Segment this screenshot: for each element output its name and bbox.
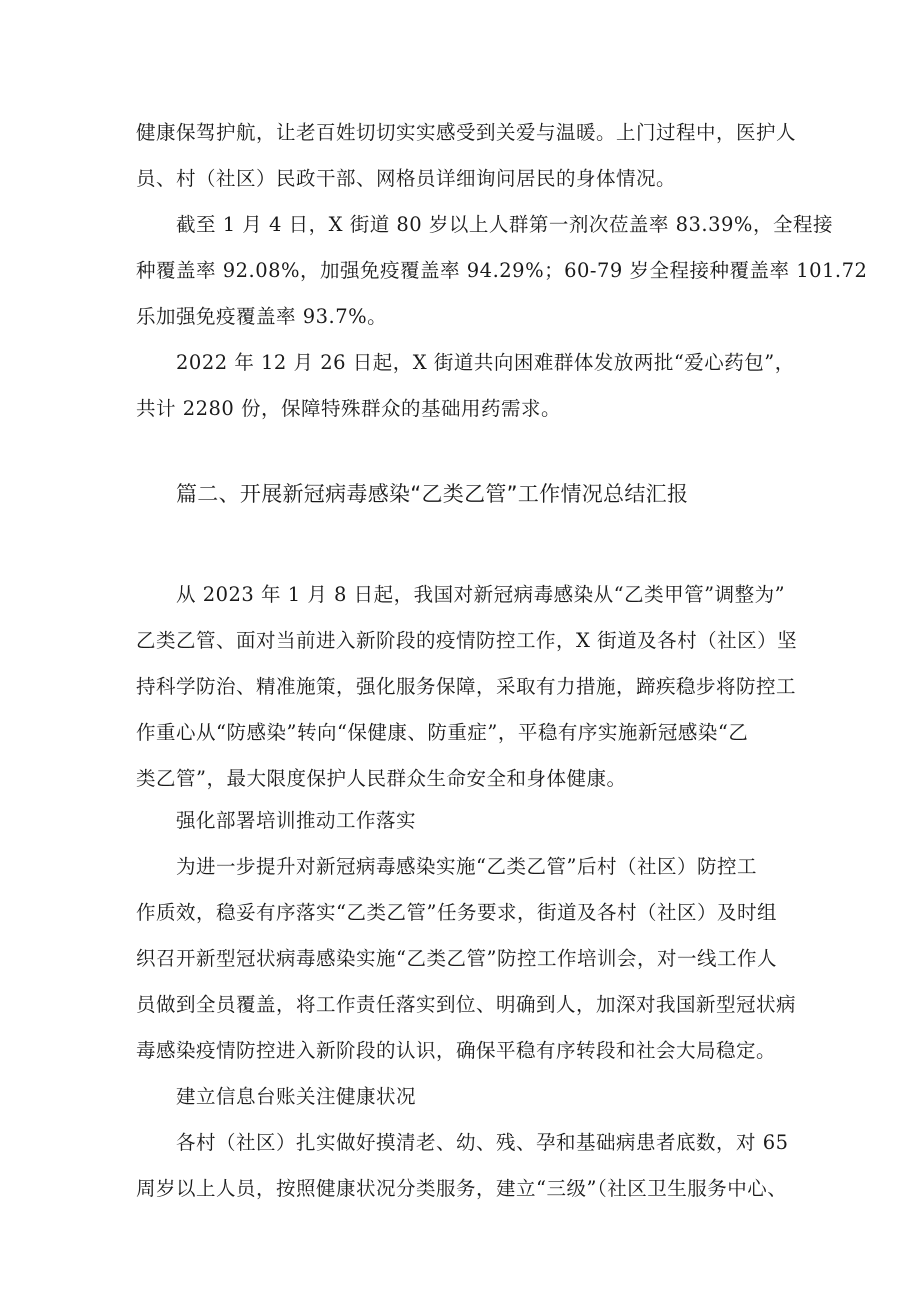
text-line: 乙类乙管、面对当前进入新阶段的疫情防控工作，X 街道及各村（社区）坚 bbox=[136, 629, 798, 652]
text-line: 种覆盖率 92.08%，加强免疫覆盖率 94.29%；60-79 岁全程接种覆盖率 101.72 bbox=[136, 259, 868, 282]
text-line: 周岁以上人员，按照健康状况分类服务，建立“三级”（社区卫生服务中心、 bbox=[136, 1177, 788, 1200]
text-line: 共计 2280 份，保障特殊群众的基础用药需求。 bbox=[136, 397, 562, 420]
text-line: 2022 年 12 月 26 日起，X 街道共向困难群体发放两批“爱心药包”， bbox=[176, 351, 795, 374]
text-line: 乐加强免疫覆盖率 93.7%。 bbox=[136, 305, 388, 328]
section-heading: 强化部署培训推动工作落实 bbox=[176, 809, 417, 832]
text-line: 员、村（社区）民政干部、网格员详细询问居民的身体情况。 bbox=[136, 167, 677, 190]
text-line: 员做到全员覆盖，将工作责任落实到位、明确到人，加深对我国新型冠状病 bbox=[136, 993, 797, 1016]
text-line: 截至 1 月 4 日，X 街道 80 岁以上人群第一剂次莅盖率 83.39%，全程接 bbox=[176, 213, 833, 236]
section-heading: 建立信息台账关注健康状况 bbox=[176, 1085, 417, 1108]
text-line: 健康保驾护航，让老百姓切切实实感受到关爱与温暖。上门过程中，医护人 bbox=[136, 121, 797, 144]
text-line: 从 2023 年 1 月 8 日起，我国对新冠病毒感染从“乙类甲管”调整为” bbox=[176, 583, 786, 606]
text-line: 持科学防治、精准施策，强化服务保障，采取有力措施，蹄疾稳步将防控工 bbox=[136, 675, 797, 698]
text-line: 织召开新型冠状病毒感染实施“乙类乙管”防控工作培训会，对一线工作人 bbox=[136, 947, 777, 970]
text-line: 毒感染疫情防控进入新阶段的认识，确保平稳有序转段和社会大局稳定。 bbox=[136, 1039, 777, 1062]
text-line: 作质效，稳妥有序落实“乙类乙管”任务要求，街道及各村（社区）及时组 bbox=[136, 901, 777, 924]
text-line: 各村（社区）扎实做好摸清老、幼、残、孕和基础病患者底数，对 65 bbox=[176, 1131, 789, 1154]
text-line: 类乙管”，最大限度保护人民群众生命安全和身体健康。 bbox=[136, 767, 627, 790]
article-title: 篇二、开展新冠病毒感染“乙类乙管”工作情况总结汇报 bbox=[176, 482, 689, 506]
text-line: 为进一步提升对新冠病毒感染实施“乙类乙管”后村（社区）防控工 bbox=[176, 855, 757, 878]
text-line: 作重心从“防感染”转向“保健康、防重症”，平稳有序实施新冠感染“乙 bbox=[136, 721, 749, 744]
